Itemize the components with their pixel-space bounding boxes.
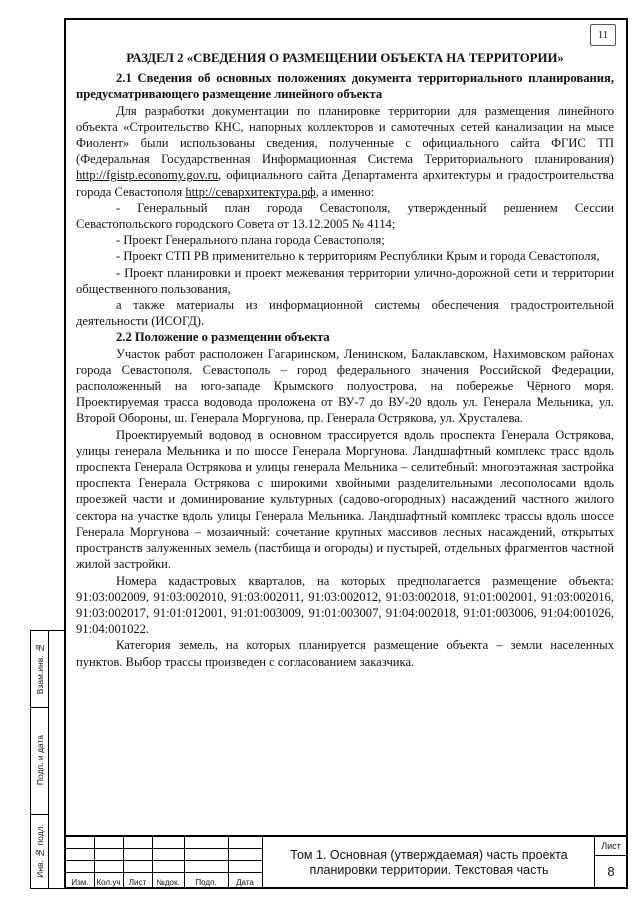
page-number-box: 11	[590, 24, 616, 46]
stamp-col-label: Лист	[128, 878, 147, 887]
sheet-label: Лист	[595, 837, 627, 856]
subsection-title-1: 2.1 Сведения об основных положениях документа территориального планирования, предусматривающего размещение линейного объекта	[76, 71, 614, 102]
page-frame	[64, 18, 628, 889]
list-item: - Проект планировки и проект межевания территории улично-дорожной сети и территории общественного пользования,	[76, 265, 614, 296]
list-item: - Проект Генерального плана города Севастополя;	[116, 233, 385, 248]
stamp-col-label: Кол.уч	[96, 878, 121, 887]
stamp-col-label: Дата	[236, 878, 254, 887]
sheet-number: 8	[607, 864, 615, 879]
document-body	[76, 50, 614, 670]
title-block	[66, 835, 626, 889]
left-margin-strip	[30, 630, 66, 889]
stamp-col-label: №док.	[156, 878, 180, 887]
stamp-col-label: Подп.	[195, 878, 217, 887]
list-item: - Генеральный план города Севастополя, утвержденный решением Сессии Севастопольского городского Совета от 13.12.2005 № 4114;	[76, 200, 614, 232]
strip-cell-sign-date: Подп. и дата	[31, 707, 49, 815]
title-block-grid	[66, 837, 262, 889]
link-fgistp[interactable]: http://fgistp.economy.gov.ru	[76, 168, 219, 183]
paragraph-4: Номера кадастровых кварталов, на которых предполагается размещение объекта: 91:03:002009, 91:03:002010, 91:03:002011, 91:03:002012, 91:03:002018, 91:01:002001, 91:03:002016, 91:03:002017, 91:01:012001, 91:01:003009, 91:01:003007, 91:04:002018, 91:01:003006, 91:04:001026, 91:04:001022.	[76, 573, 614, 637]
paragraph-2: Участок работ расположен Гагаринском, Ленинском, Балаклавском, Нахимовском районах города Севастополя. Севастополь – город федерального значения Российской Федерации, расположенный на юго-западе Крымского полуострова, на побережье Чёрного моря. Проектируемая трасса водовода проложена от ВУ-7 до ВУ-20 вдоль ул. Генерала Мельника, ул. Второй Обороны, ш. Генерала Моргунова, пр. Генерала Острякова, ул. Хрусталева.	[76, 346, 614, 426]
paragraph-5: Категория земель, на которых планируется размещение объекта – земли населенных пунктов. Выбор трассы произведен с согласованием заказчика.	[76, 638, 614, 669]
sheet-box	[594, 837, 627, 889]
stamp-col-label: Изм.	[71, 878, 89, 887]
subsection-title-2: 2.2 Положение о размещении объекта	[116, 330, 330, 345]
strip-cell-replace-inv: Взам.инв. №	[31, 631, 49, 708]
document-title: Том 1. Основная (утверждаемая) часть проекта планировки территории. Текстовая часть	[262, 837, 595, 889]
list-item: а также материалы из информационной системы обеспечения градостроительной деятельности (ИСОГД).	[76, 298, 614, 329]
link-sevarch[interactable]: http://севархитектура.рф	[185, 184, 316, 199]
paragraph-1: Для разработки документации по планировке территории для размещения линейного объекта «Строительство КНС, напорных коллекторов и самотечных сетей канализации на мысе Фиолент» были использованы сведения, полученные с официального сайта ФГИС ТП (Федеральная Государственная Информационная Система Территориального планирования) http://fgistp.economy.gov.ru, официального сайта Департамента архитектуры и градостроительства города Севастополя http://севархитектура.рф, а именно:	[76, 103, 614, 199]
paragraph-3: Проектируемый водовод в основном трассируется вдоль проспекта Генерала Острякова, улицы генерала Мельника и по шоссе Генерала Моргунова. Ландшафтный комплекс трасс вдоль проспекта Генерала Острякова и улицы генерала Мельника – селитебный: многоэтажная застройка проспекта Генерала Острякова с широкими хвойными разделительными лесополосами вдоль проезжей части и доминирование культурных (садово-огородных) насаждений частного жилого сектора на участке вдоль улицы Генерала Мельника. Ландшафтный комплекс трассы вдоль шоссе Генерала Моргунова – мозаичный: сочетание крупных массивов лесных насаждений, открытых пространств залуженных земель (пастбища и огороды) и пустырей, отдельных фрагментов частной жилой застройки.	[76, 427, 614, 572]
strip-cell-inv-orig: Инв. № подл.	[35, 824, 45, 878]
section-title: РАЗДЕЛ 2 «СВЕДЕНИЯ О РАЗМЕЩЕНИИ ОБЪЕКТА НА ТЕРРИТОРИИ»	[126, 51, 564, 65]
list-item: - Проект СТП РВ применительно к территориям Республики Крым и города Севастополя,	[116, 249, 600, 264]
